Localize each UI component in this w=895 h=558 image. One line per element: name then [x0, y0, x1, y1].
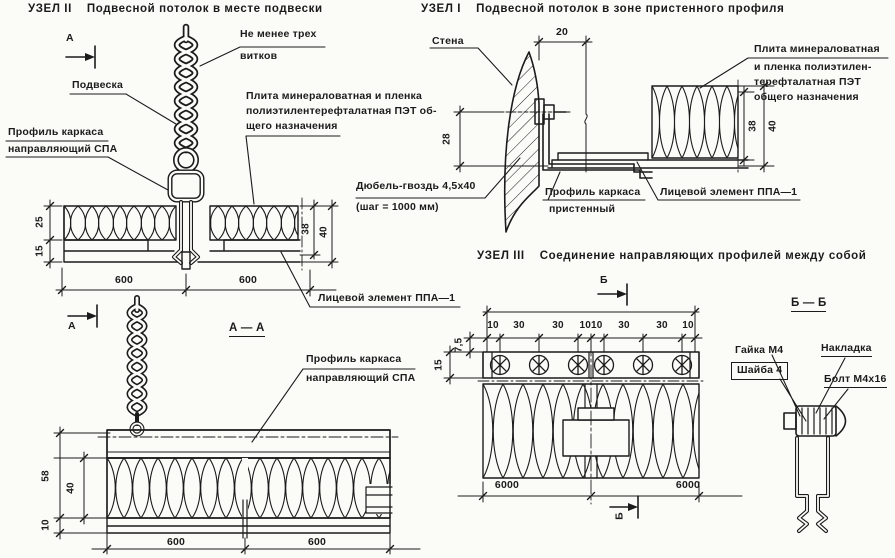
section-bb-title: Б — Б — [791, 297, 826, 312]
node1-heading — [421, 3, 784, 16]
node1-dim-28: 28 — [441, 133, 453, 145]
node3-dim-row-2: 30 — [513, 320, 525, 331]
node2-heading — [28, 3, 323, 16]
node1-label-slab-line4: общего назначения — [754, 91, 859, 103]
node2-heading-title: Подвесной потолок в месте подвески — [86, 3, 323, 15]
node3-dim-row-6: 30 — [656, 320, 668, 331]
section-aa-dim-58: 58 — [40, 470, 52, 482]
node1-label-slab-line3: терефталатная ПЭТ — [754, 76, 861, 88]
section-bb-label-plate: Накладка — [821, 342, 872, 357]
section-aa-title: А — А — [229, 322, 265, 337]
node2-label-face-element: Лицевой элемент ППА—1 — [318, 292, 456, 304]
section-aa-label-profile-line2: направляющий СПА — [306, 372, 416, 384]
node3-dim-6000-left: 6000 — [494, 479, 520, 491]
node2-label-coil-note-line2: витков — [240, 50, 278, 62]
node3-heading-title: Соединение направляющих профилей между собой — [539, 250, 867, 262]
node1-heading-number: УЗЕЛ I — [421, 3, 462, 15]
node2-label-slab-line2: полиэтилентерефталатная ПЭТ об- — [246, 105, 437, 117]
node1-dim-20: 20 — [555, 26, 569, 38]
node1-label-wall: Стена — [432, 35, 464, 47]
node3-dim-row-3: 30 — [552, 320, 564, 331]
node3-section-marker-b-top: Б — [600, 274, 608, 286]
node1-label-dowel-line2: (шаг = 1000 мм) — [356, 201, 439, 213]
node2-label-slab-line3: щего назначения — [246, 120, 338, 132]
node1-dim-38: 38 — [747, 120, 759, 132]
node2-section-marker-a-top: А — [66, 32, 74, 44]
node2-dim-38: 38 — [300, 223, 312, 235]
node1-label-slab-line1: Плита минераловатная — [754, 43, 880, 55]
section-aa-dim-600-right: 600 — [307, 536, 327, 548]
node2-dim-15: 15 — [34, 245, 46, 257]
node3-dim-7-5: 7,5 — [453, 337, 465, 353]
node3-heading-number: УЗЕЛ III — [477, 250, 525, 262]
node2-label-profile-line2: направляющий СПА — [8, 143, 118, 155]
node1-label-wall-profile-line1: Профиль каркаса — [545, 186, 641, 198]
node3-dim-6000-right: 6000 — [675, 479, 701, 491]
node2-label-coil-note-line1: Не менее трех — [240, 28, 317, 40]
node2-label-slab-line1: Плита минераловатная и пленка — [246, 90, 423, 102]
node2-dim-40: 40 — [318, 226, 330, 238]
node1-heading-title: Подвесной потолок в зоне пристенного профиля — [476, 3, 785, 15]
node3-dim-15: 15 — [433, 359, 445, 371]
node3-dim-row-7: 10 — [682, 320, 694, 331]
node2-dim-600-right: 600 — [238, 274, 258, 286]
node1-label-dowel-line1: Дюбель-гвоздь 4,5x40 — [356, 180, 476, 192]
node2-label-hanger: Подвеска — [72, 79, 124, 91]
node3-section-marker-b-bottom: Б — [613, 512, 626, 520]
node2-dim-25: 25 — [34, 216, 46, 228]
section-bb-label-nut: Гайка М4 — [735, 344, 784, 356]
section-aa-dim-10: 10 — [40, 519, 52, 531]
node3-heading — [477, 250, 866, 263]
node2-label-profile-line1: Профиль каркаса — [8, 126, 104, 138]
section-aa-dim-40: 40 — [65, 482, 77, 494]
section-aa-dim-600-left: 600 — [166, 536, 186, 548]
section-bb-label-bolt: Болт М4х16 — [824, 373, 887, 388]
node3-dim-row-4: 1010 — [579, 320, 603, 331]
node1-label-wall-profile-line2: пристенный — [549, 203, 616, 215]
node3-dim-row-5: 30 — [618, 320, 630, 331]
section-aa-label-profile-line1: Профиль каркаса — [306, 353, 402, 365]
node1-label-slab-line2: и пленка полиэтилен- — [754, 61, 872, 73]
node2-dim-600-left: 600 — [114, 274, 134, 286]
section-bb-label-washer: Шайба 4 — [731, 362, 788, 380]
node1-dim-40: 40 — [767, 120, 779, 132]
node3-dim-row-1: 10 — [487, 320, 499, 331]
node1-label-face-element: Лицевой элемент ППА—1 — [660, 186, 798, 198]
node2-heading-number: УЗЕЛ II — [28, 3, 72, 15]
node2-section-marker-a-bottom: А — [68, 320, 76, 332]
